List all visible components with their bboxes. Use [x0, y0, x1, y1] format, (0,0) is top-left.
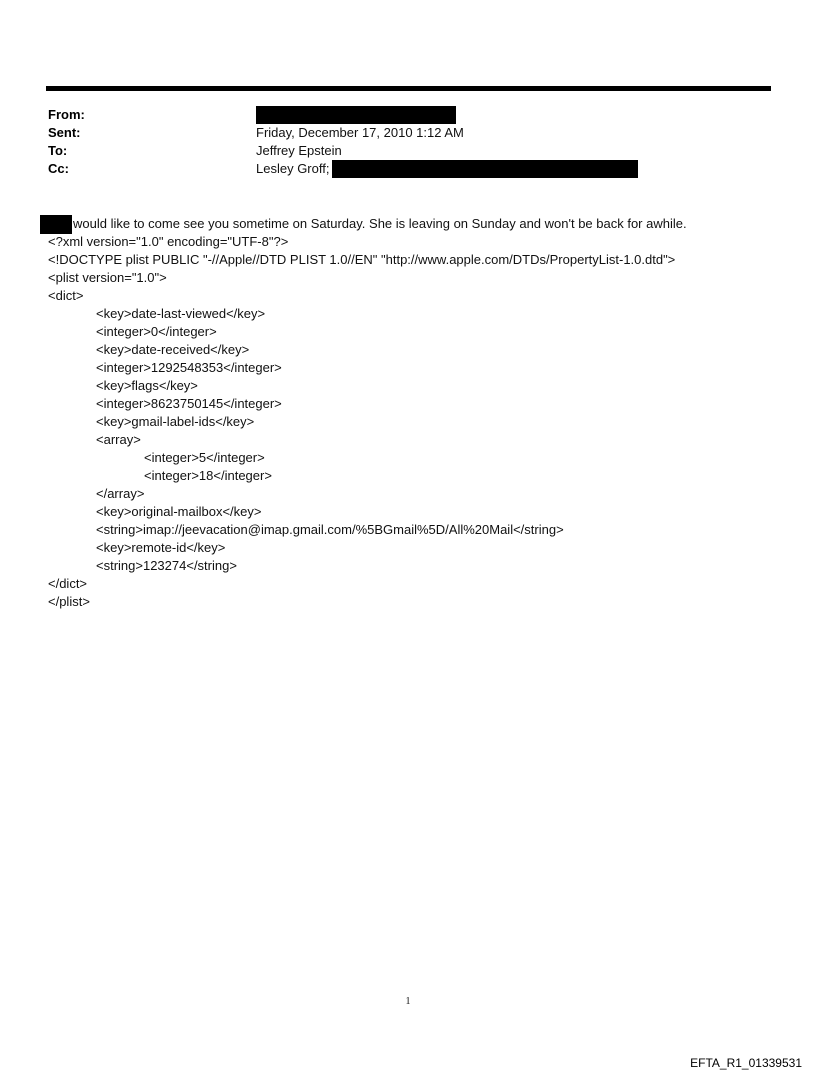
header-divider-rule [46, 86, 771, 91]
plist-line: <dict> [48, 288, 84, 303]
plist-line: <key>date-received</key> [96, 342, 250, 357]
redaction-box [332, 160, 638, 178]
sent-value: Friday, December 17, 2010 1:12 AM [256, 125, 464, 140]
body-message-line [40, 215, 800, 233]
header-row-to [48, 142, 768, 160]
from-label: From: [48, 107, 85, 122]
redaction-box [40, 215, 72, 234]
redaction-box [256, 106, 456, 124]
page-number: 1 [405, 996, 411, 1007]
plist-line: <key>original-mailbox</key> [96, 504, 262, 519]
plist-line: <integer>0</integer> [96, 324, 217, 339]
plist-line: </plist> [48, 594, 90, 609]
plist-line: <plist version="1.0"> [48, 270, 167, 285]
plist-line: <string>imap://jeevacation@imap.gmail.com/%5BGmail%5D/All%20Mail</string> [96, 522, 564, 537]
to-label: To: [48, 143, 68, 158]
plist-line: </array> [96, 486, 145, 501]
plist-line: </dict> [48, 576, 88, 591]
plist-line: <integer>5</integer> [144, 450, 265, 465]
plist-line: <?xml version="1.0" encoding="UTF-8"?> [48, 234, 289, 249]
cc-name: Lesley Groff; [256, 161, 330, 176]
sent-label: Sent: [48, 125, 81, 140]
plist-line: <key>gmail-label-ids</key> [96, 414, 255, 429]
plist-line: <array> [96, 432, 141, 447]
plist-line: <key>flags</key> [96, 378, 198, 393]
plist-line: <key>date-last-viewed</key> [96, 306, 266, 321]
plist-line: <key>remote-id</key> [96, 540, 226, 555]
plist-line: <!DOCTYPE plist PUBLIC "-//Apple//DTD PLIST 1.0//EN" "http://www.apple.com/DTDs/PropertyList-1.0.dtd"> [48, 252, 676, 267]
from-value [256, 106, 456, 124]
plist-line: <string>123274</string> [96, 558, 237, 573]
body-message-text: would like to come see you sometime on Saturday. She is leaving on Sunday and won't be back for awhile. [73, 216, 687, 231]
cc-value [256, 160, 638, 178]
bates-number: EFTA_R1_01339531 [690, 1056, 802, 1070]
plist-line: <integer>1292548353</integer> [96, 360, 282, 375]
plist-line: <integer>18</integer> [144, 468, 272, 483]
email-header [48, 106, 768, 178]
plist-line: <integer>8623750145</integer> [96, 396, 282, 411]
header-row-from [48, 106, 768, 124]
header-row-sent [48, 124, 768, 142]
header-row-cc [48, 160, 768, 178]
cc-label: Cc: [48, 161, 69, 176]
email-body [40, 215, 800, 611]
to-value: Jeffrey Epstein [256, 143, 342, 158]
